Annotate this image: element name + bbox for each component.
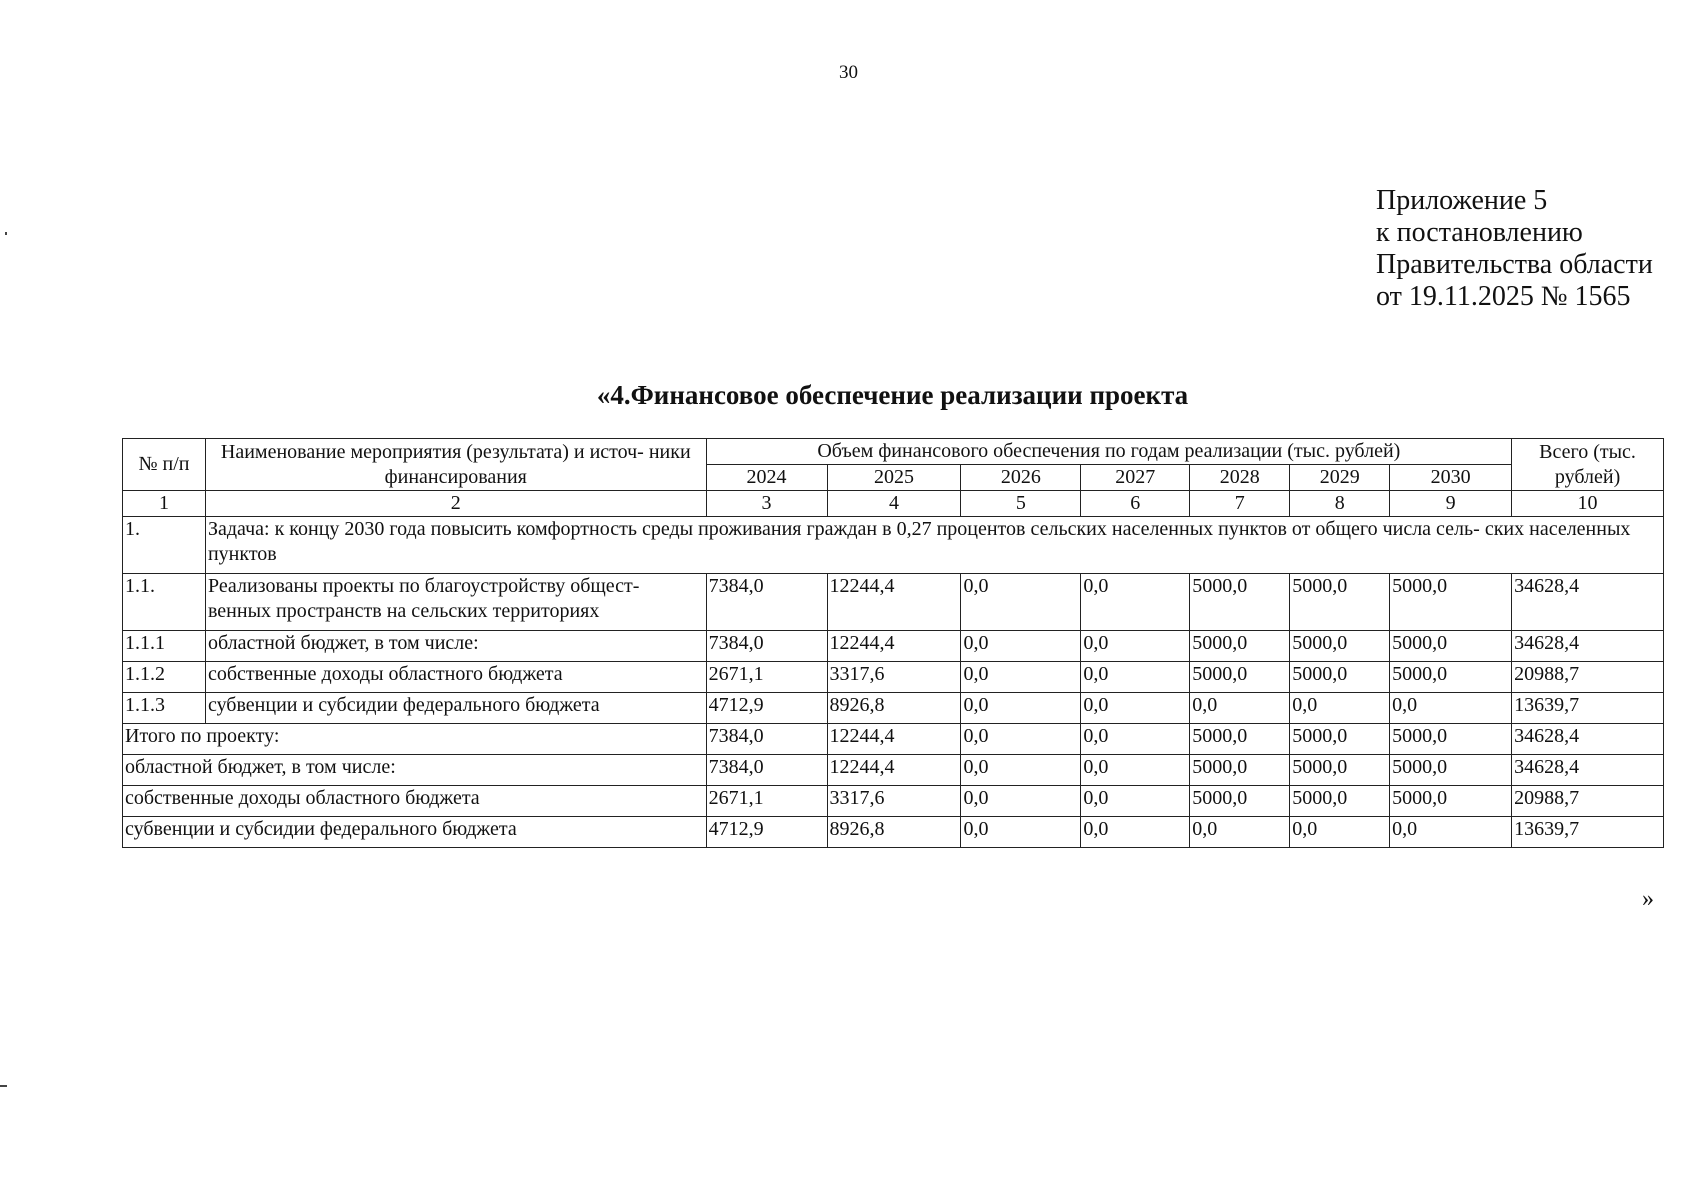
summary-label: Итого по проекту: xyxy=(123,724,707,755)
column-number: 8 xyxy=(1290,491,1390,517)
appendix-line: от 19.11.2025 № 1565 xyxy=(1376,281,1631,312)
value-cell: 0,0 xyxy=(961,755,1081,786)
value-cell: 12244,4 xyxy=(827,755,961,786)
value-cell: 3317,6 xyxy=(827,662,961,693)
summary-row xyxy=(123,786,1664,817)
closing-quote: » xyxy=(1642,886,1654,912)
value-cell: 0,0 xyxy=(1081,724,1190,755)
value-cell: 5000,0 xyxy=(1290,755,1390,786)
value-cell: 0,0 xyxy=(1190,817,1290,848)
value-cell: 5000,0 xyxy=(1290,631,1390,662)
financing-table xyxy=(122,438,1664,848)
appendix-block xyxy=(1376,185,1653,313)
value-cell: 5000,0 xyxy=(1390,662,1512,693)
header-year: 2027 xyxy=(1081,465,1190,491)
value-cell: 8926,8 xyxy=(827,817,961,848)
summary-label: субвенции и субсидии федерального бюджета xyxy=(123,817,707,848)
appendix-line: Приложение 5 xyxy=(1376,185,1548,216)
value-cell: 5000,0 xyxy=(1390,574,1512,631)
section-title: «4.Финансовое обеспечение реализации проекта xyxy=(596,380,1189,410)
value-cell: 0,0 xyxy=(1081,631,1190,662)
task-row xyxy=(123,517,1664,574)
value-cell: 0,0 xyxy=(1190,693,1290,724)
appendix-line: Правительства области xyxy=(1376,249,1653,280)
value-cell: 12244,4 xyxy=(827,574,961,631)
value-cell: 0,0 xyxy=(961,574,1081,631)
value-cell: 2671,1 xyxy=(706,786,827,817)
page-number: 30 xyxy=(839,62,858,83)
summary-row xyxy=(123,724,1664,755)
row-num: 1.1.2 xyxy=(123,662,206,693)
value-cell: 0,0 xyxy=(1081,817,1190,848)
table-row xyxy=(123,693,1664,724)
value-cell: 0,0 xyxy=(1081,662,1190,693)
summary-label: областной бюджет, в том числе: xyxy=(123,755,707,786)
value-cell: 7384,0 xyxy=(706,755,827,786)
value-cell: 5000,0 xyxy=(1390,755,1512,786)
column-number: 2 xyxy=(205,491,706,517)
header-year: 2024 xyxy=(706,465,827,491)
value-cell: 5000,0 xyxy=(1390,786,1512,817)
header-num: № п/п xyxy=(123,439,206,491)
row-name: субвенции и субсидии федерального бюджета xyxy=(205,693,706,724)
value-cell: 5000,0 xyxy=(1390,724,1512,755)
total-cell: 34628,4 xyxy=(1512,574,1664,631)
value-cell: 0,0 xyxy=(961,662,1081,693)
value-cell: 5000,0 xyxy=(1190,786,1290,817)
value-cell: 2671,1 xyxy=(706,662,827,693)
total-cell: 20988,7 xyxy=(1512,662,1664,693)
header-year: 2026 xyxy=(961,465,1081,491)
appendix-line: к постановлению xyxy=(1376,217,1583,248)
total-cell: 34628,4 xyxy=(1512,631,1664,662)
value-cell: 0,0 xyxy=(961,817,1081,848)
header-year: 2025 xyxy=(827,465,961,491)
value-cell: 3317,6 xyxy=(827,786,961,817)
value-cell: 0,0 xyxy=(1081,786,1190,817)
value-cell: 7384,0 xyxy=(706,574,827,631)
value-cell: 5000,0 xyxy=(1190,662,1290,693)
column-number: 10 xyxy=(1512,491,1664,517)
header-year: 2029 xyxy=(1290,465,1390,491)
row-name: собственные доходы областного бюджета xyxy=(205,662,706,693)
header-name: Наименование мероприятия (результата) и источ- ники финансирования xyxy=(205,439,706,491)
row-num: 1.1. xyxy=(123,574,206,631)
summary-label: собственные доходы областного бюджета xyxy=(123,786,707,817)
table-header-row xyxy=(123,439,1664,465)
value-cell: 5000,0 xyxy=(1290,786,1390,817)
header-total: Всего (тыс. рублей) xyxy=(1512,439,1664,491)
value-cell: 0,0 xyxy=(961,786,1081,817)
value-cell: 5000,0 xyxy=(1190,724,1290,755)
value-cell: 5000,0 xyxy=(1190,631,1290,662)
column-number: 1 xyxy=(123,491,206,517)
table-row xyxy=(123,574,1664,631)
value-cell: 5000,0 xyxy=(1290,724,1390,755)
summary-row xyxy=(123,755,1664,786)
column-numbers-row xyxy=(123,491,1664,517)
table-row xyxy=(123,662,1664,693)
total-cell: 34628,4 xyxy=(1512,724,1664,755)
column-number: 9 xyxy=(1390,491,1512,517)
value-cell: 12244,4 xyxy=(827,724,961,755)
value-cell: 0,0 xyxy=(1290,693,1390,724)
value-cell: 5000,0 xyxy=(1190,755,1290,786)
total-cell: 13639,7 xyxy=(1512,817,1664,848)
value-cell: 5000,0 xyxy=(1390,631,1512,662)
summary-row xyxy=(123,817,1664,848)
column-number: 5 xyxy=(961,491,1081,517)
value-cell: 0,0 xyxy=(1081,693,1190,724)
header-volume: Объем финансового обеспечения по годам реализации (тыс. рублей) xyxy=(706,439,1512,465)
column-number: 6 xyxy=(1081,491,1190,517)
scan-mark xyxy=(0,1085,7,1087)
total-cell: 20988,7 xyxy=(1512,786,1664,817)
column-number: 4 xyxy=(827,491,961,517)
scan-mark xyxy=(5,232,7,235)
value-cell: 4712,9 xyxy=(706,817,827,848)
row-num: 1.1.1 xyxy=(123,631,206,662)
value-cell: 0,0 xyxy=(1390,693,1512,724)
value-cell: 5000,0 xyxy=(1190,574,1290,631)
task-text: Задача: к концу 2030 года повысить комфортность среды проживания граждан в 0,27 процентов сельских населенных пунктов от общего числа сель- ских населенных пунктов xyxy=(205,517,1663,574)
value-cell: 0,0 xyxy=(961,631,1081,662)
value-cell: 0,0 xyxy=(961,724,1081,755)
row-name: Реализованы проекты по благоустройству общест- венных пространств на сельских территориях xyxy=(205,574,706,631)
value-cell: 12244,4 xyxy=(827,631,961,662)
table-row xyxy=(123,631,1664,662)
task-num: 1. xyxy=(123,517,206,574)
row-num: 1.1.3 xyxy=(123,693,206,724)
value-cell: 0,0 xyxy=(1081,755,1190,786)
value-cell: 5000,0 xyxy=(1290,574,1390,631)
total-cell: 34628,4 xyxy=(1512,755,1664,786)
value-cell: 5000,0 xyxy=(1290,662,1390,693)
total-cell: 13639,7 xyxy=(1512,693,1664,724)
value-cell: 7384,0 xyxy=(706,724,827,755)
header-year: 2030 xyxy=(1390,465,1512,491)
value-cell: 0,0 xyxy=(961,693,1081,724)
value-cell: 8926,8 xyxy=(827,693,961,724)
value-cell: 0,0 xyxy=(1290,817,1390,848)
value-cell: 0,0 xyxy=(1081,574,1190,631)
column-number: 3 xyxy=(706,491,827,517)
row-name: областной бюджет, в том числе: xyxy=(205,631,706,662)
value-cell: 4712,9 xyxy=(706,693,827,724)
value-cell: 0,0 xyxy=(1390,817,1512,848)
header-year: 2028 xyxy=(1190,465,1290,491)
value-cell: 7384,0 xyxy=(706,631,827,662)
column-number: 7 xyxy=(1190,491,1290,517)
